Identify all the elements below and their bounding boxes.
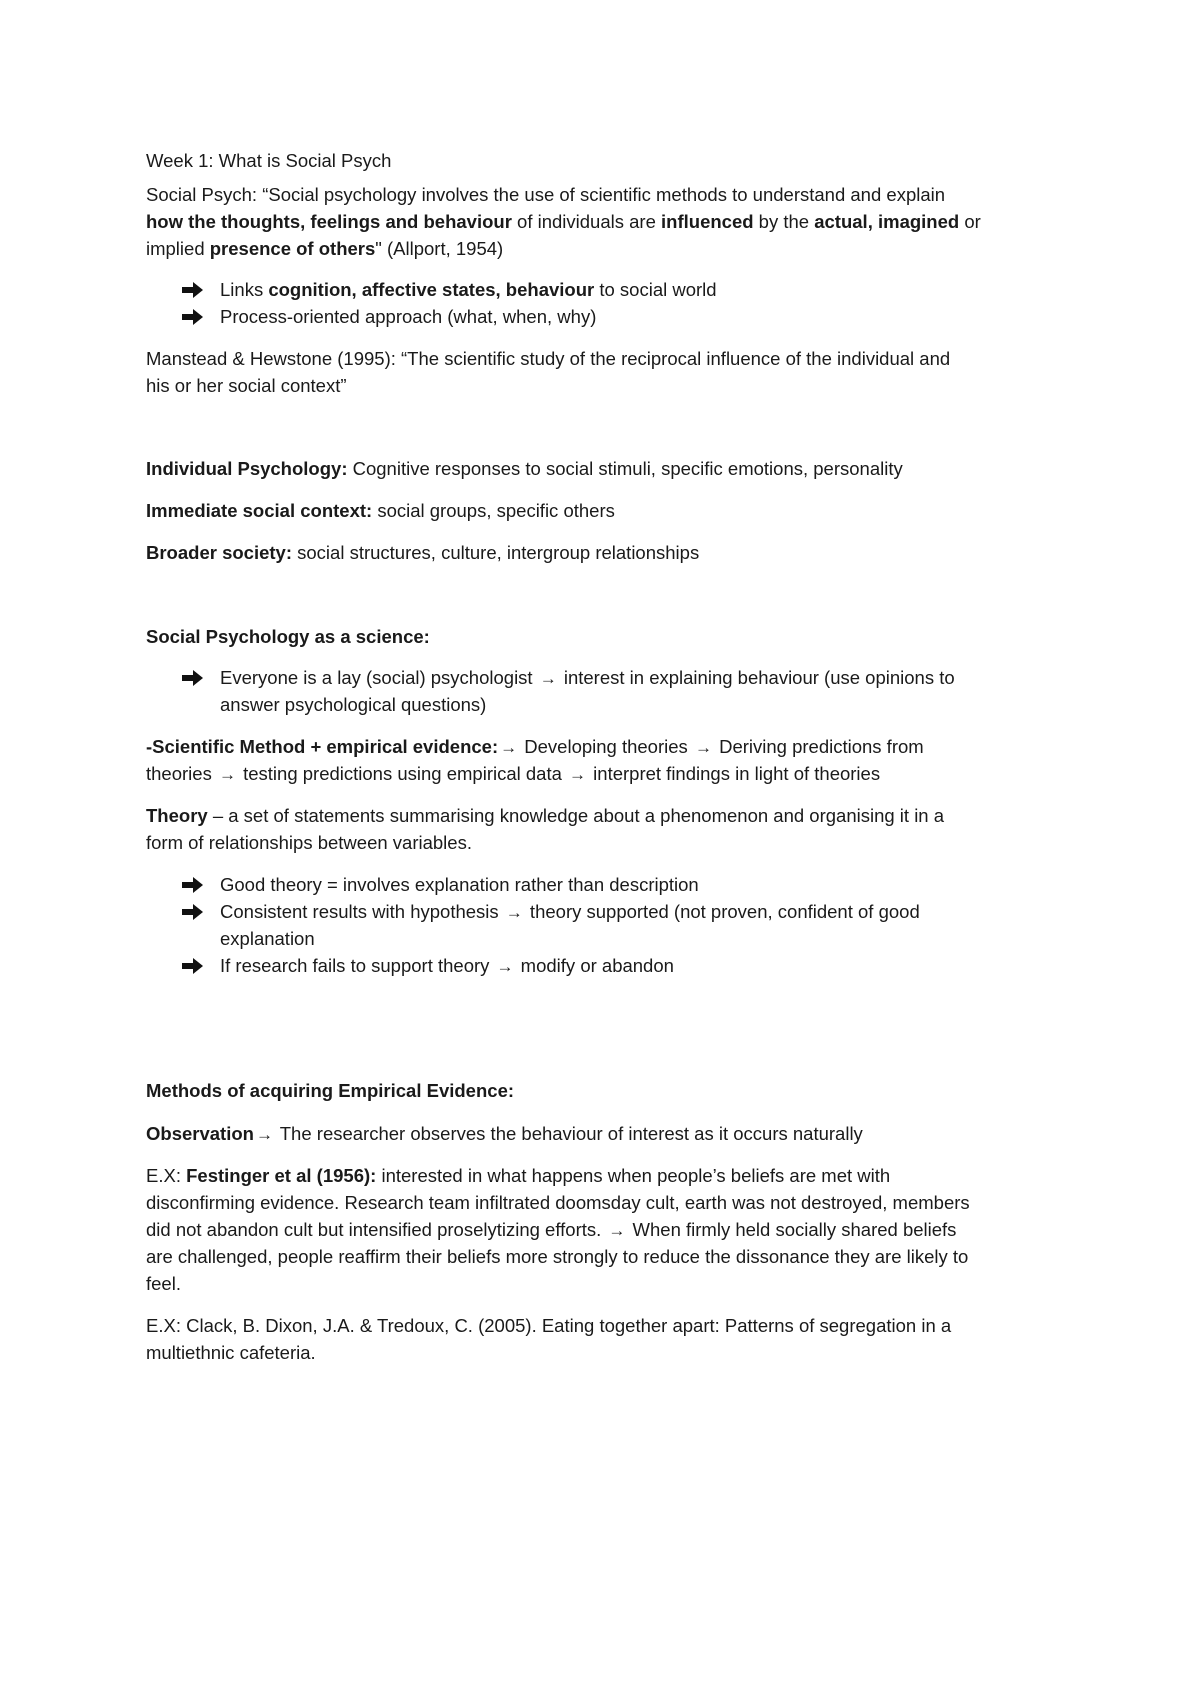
arrow-bullet-icon — [182, 302, 208, 332]
arrow-bullet-icon — [182, 275, 208, 305]
festinger-line-5: feel. — [146, 1273, 181, 1294]
level-immediate: Immediate social context: social groups, specific others — [146, 500, 615, 521]
social-psych-line-1: Social Psych: “Social psychology involves the use of scientific methods to understand and explain — [146, 184, 946, 205]
festinger-line-1: E.X: Festinger et al (1956): interested in what happens when people’s beliefs are met with — [146, 1165, 891, 1186]
theory-line-2: form of relationships between variables. — [146, 832, 472, 853]
right-arrow-icon: → — [500, 738, 518, 757]
science-heading: Social Psychology as a science: — [146, 626, 430, 647]
arrow-bullet-icon — [182, 663, 208, 693]
methods-heading: Methods of acquiring Empirical Evidence: — [146, 1080, 515, 1101]
right-arrow-icon: → — [539, 669, 557, 688]
level-individual: Individual Psychology: Cognitive responses to social stimuli, specific emotions, personality — [146, 458, 903, 479]
arrow-bullet-icon — [182, 951, 208, 981]
manstead-line-1: Manstead & Hewstone (1995): “The scientific study of the reciprocal influence of the individual and — [146, 348, 951, 369]
arrow-bullet-icon — [182, 897, 208, 927]
theory-line-1: Theory – a set of statements summarising knowledge about a phenomenon and organising it in a — [146, 805, 945, 826]
clack-line-2: multiethnic cafeteria. — [146, 1342, 316, 1363]
document-title: Week 1: What is Social Psych — [146, 150, 392, 171]
right-arrow-icon: → — [608, 1221, 626, 1240]
right-arrow-icon: → — [255, 1125, 273, 1144]
clack-line-1: E.X: Clack, B. Dixon, J.A. & Tredoux, C. (2005). Eating together apart: Patterns of segregation in a — [146, 1315, 952, 1336]
right-arrow-icon: → — [505, 903, 523, 922]
observation-line: Observation → The researcher observes the behaviour of interest as it occurs naturally — [146, 1123, 863, 1144]
right-arrow-icon: → — [694, 738, 712, 757]
right-arrow-icon: → — [569, 765, 587, 784]
social-psych-line-3: implied presence of others" (Allport, 1954) — [146, 238, 504, 259]
festinger-line-2: disconfirming evidence. Research team infiltrated doomsday cult, earth was not destroyed, members — [146, 1192, 970, 1213]
right-arrow-icon: → — [496, 957, 514, 976]
right-arrow-icon: → — [218, 765, 236, 784]
festinger-line-3: did not abandon cult but intensified proselytizing efforts. → When firmly held socially shared beliefs — [146, 1219, 957, 1240]
scientific-method-line-1: -Scientific Method + empirical evidence: → Developing theories → Deriving predictions from — [146, 736, 924, 757]
scientific-method-line-2: theories → testing predictions using empirical data → interpret findings in light of theories — [146, 763, 881, 784]
manstead-line-2: his or her social context” — [146, 375, 347, 396]
level-broader: Broader society: social structures, culture, intergroup relationships — [146, 542, 700, 563]
social-psych-line-2: how the thoughts, feelings and behaviour of individuals are influenced by the actual, imagined or — [146, 211, 981, 232]
arrow-bullet-icon — [182, 870, 208, 900]
festinger-line-4: are challenged, people reaffirm their beliefs more strongly to reduce the dissonance they are likely to — [146, 1246, 969, 1267]
